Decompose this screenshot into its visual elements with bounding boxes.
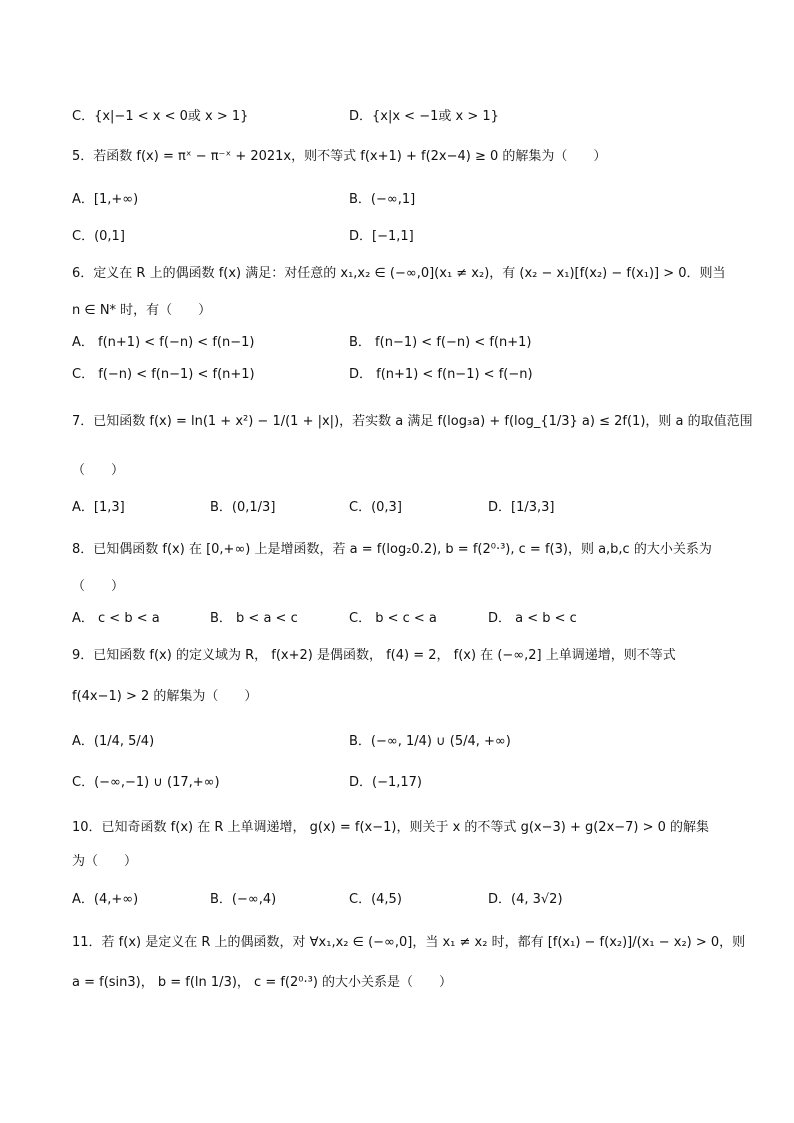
q4-option-c: C．{x|−1 < x < 0或 x > 1} <box>72 109 249 124</box>
q7-option-d: D．[1/3,3] <box>488 500 555 515</box>
q11-stem-line2: a = f(sin3)， b = f(ln 1/3)， c = f(2⁰·³) 的大小关系是（ ） <box>72 975 453 990</box>
q7-stem-line1: 7．已知函数 f(x) = ln(1 + x²) − 1/(1 + |x|)，若实数 a 满足 f(log₃a) + f(log_{1/3} a) ≤ 2f(1)，则 a 的取值范围 <box>72 414 753 429</box>
q5-option-c: C．(0,1] <box>72 229 125 244</box>
q8-option-c: C． b < c < a <box>349 611 437 626</box>
q6-option-c: C． f(−n) < f(n−1) < f(n+1) <box>72 367 255 382</box>
q9-option-d: D．(−1,17) <box>349 775 422 790</box>
q10-option-c: C．(4,5) <box>349 892 402 907</box>
q4-option-d: D．{x|x < −1或 x > 1} <box>349 109 499 124</box>
q10-option-b: B．(−∞,4) <box>210 892 277 907</box>
q5-stem: 5．若函数 f(x) = πˣ − π⁻ˣ + 2021x，则不等式 f(x+1) + f(2x−4) ≥ 0 的解集为（ ） <box>72 149 607 164</box>
q7-option-c: C．(0,3] <box>349 500 402 515</box>
q8-option-d: D． a < b < c <box>488 611 577 626</box>
q6-option-a: A． f(n+1) < f(−n) < f(n−1) <box>72 335 255 350</box>
q7-stem-line2: （ ） <box>72 463 125 478</box>
q6-option-b: B． f(n−1) < f(−n) < f(n+1) <box>349 335 532 350</box>
q11-stem-line1: 11．若 f(x) 是定义在 R 上的偶函数，对 ∀x₁,x₂ ∈ (−∞,0]，当 x₁ ≠ x₂ 时，都有 [f(x₁) − f(x₂)]/(x₁ − x₂) > 0，则 <box>72 935 746 950</box>
q9-stem-line1: 9．已知函数 f(x) 的定义域为 R， f(x+2) 是偶函数， f(4) = 2， f(x) 在 (−∞,2] 上单调递增，则不等式 <box>72 648 676 663</box>
q8-option-a: A． c < b < a <box>72 611 160 626</box>
q9-option-c: C．(−∞,−1) ∪ (17,+∞) <box>72 775 220 790</box>
q6-stem-line1: 6．定义在 R 上的偶函数 f(x) 满足：对任意的 x₁,x₂ ∈ (−∞,0](x₁ ≠ x₂)，有 (x₂ − x₁)[f(x₂) − f(x₁)] > 0．则当 <box>72 266 726 281</box>
q5-option-b: B．(−∞,1] <box>349 192 416 207</box>
q8-stem-line1: 8．已知偶函数 f(x) 在 [0,+∞) 上是增函数，若 a = f(log₂0.2), b = f(2⁰·³), c = f(3)，则 a,b,c 的大小关系为 <box>72 542 712 557</box>
q10-option-d: D．(4, 3√2) <box>488 892 563 907</box>
q9-option-a: A．(1/4, 5/4) <box>72 734 155 749</box>
q8-option-b: B． b < a < c <box>210 611 298 626</box>
q9-stem-line2: f(4x−1) > 2 的解集为（ ） <box>72 689 258 704</box>
q5-option-a: A．[1,+∞) <box>72 192 139 207</box>
q10-stem-line2: 为（ ） <box>72 854 138 869</box>
q5-option-d: D．[−1,1] <box>349 229 414 244</box>
q7-option-a: A．[1,3] <box>72 500 125 515</box>
q7-option-b: B．(0,1/3] <box>210 500 276 515</box>
q10-stem-line1: 10．已知奇函数 f(x) 在 R 上单调递增， g(x) = f(x−1)，则关于 x 的不等式 g(x−3) + g(2x−7) > 0 的解集 <box>72 820 710 835</box>
q6-option-d: D． f(n+1) < f(n−1) < f(−n) <box>349 367 533 382</box>
q9-option-b: B．(−∞, 1/4) ∪ (5/4, +∞) <box>349 734 511 749</box>
q8-stem-line2: （ ） <box>72 579 125 594</box>
q6-stem-line2: n ∈ N* 时，有（ ） <box>72 303 212 318</box>
q10-option-a: A．(4,+∞) <box>72 892 139 907</box>
